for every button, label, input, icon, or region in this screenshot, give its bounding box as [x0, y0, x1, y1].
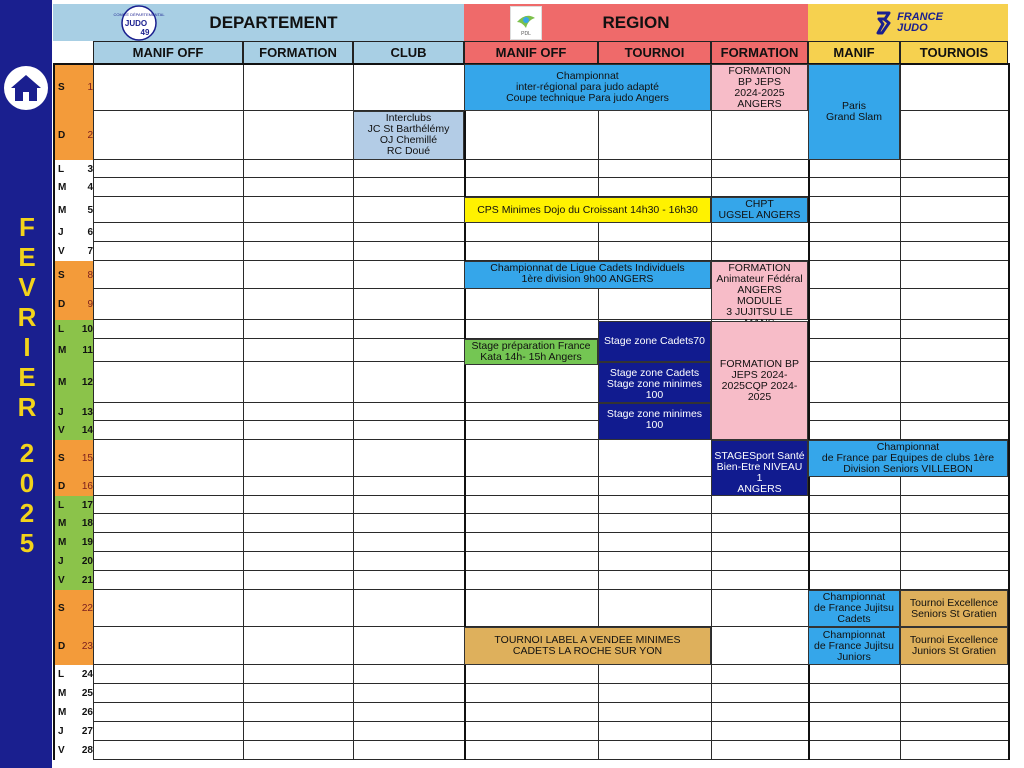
day-number: 2	[87, 130, 93, 141]
day-number: 5	[87, 204, 93, 216]
day-letter: V	[58, 246, 65, 257]
day-cell	[53, 223, 93, 242]
event-stage-preparation-kata[interactable]: Stage préparation France Kata 14h- 15h Angers	[464, 339, 598, 365]
day-letter: L	[58, 163, 65, 175]
day-letter: S	[58, 603, 65, 614]
day-number: 7	[87, 246, 93, 257]
day-number: 14	[81, 425, 93, 436]
day-letter: M	[58, 377, 67, 388]
calendar-row	[53, 178, 1008, 197]
event-formation-bpjeps-cqp[interactable]: FORMATION BP JEPS 2024- 2025CQP 2024- 2025	[711, 321, 808, 440]
calendar-row	[53, 741, 1008, 760]
event-championnat-jujitsu-cadets[interactable]: Championnat de France Jujitsu Cadets	[808, 590, 900, 627]
dept-logo	[113, 4, 165, 41]
day-number: 25	[81, 688, 93, 699]
calendar-row	[53, 496, 1008, 514]
col-region-manif-off: MANIF OFF	[464, 41, 598, 64]
day-cell	[53, 722, 93, 741]
departement-title: DEPARTEMENT	[209, 12, 338, 32]
day-letter: J	[58, 406, 64, 418]
day-number: 27	[81, 726, 93, 737]
event-tournoi-label-vendee[interactable]: TOURNOI LABEL A VENDEE MINIMES CADETS LA ROCHE SUR YON	[464, 627, 711, 665]
dept-logo-num: 49	[140, 27, 150, 37]
day-letter: L	[58, 669, 65, 680]
col-region-tournoi: TOURNOI	[598, 41, 711, 64]
calendar-row	[53, 289, 1008, 320]
col-france-manif: MANIF	[808, 41, 900, 64]
day-number: 10	[81, 324, 93, 335]
day-number: 3	[87, 163, 93, 175]
day-cell	[53, 362, 93, 403]
col-dept-manif-off: MANIF OFF	[93, 41, 243, 64]
event-chpt-ugsel[interactable]: CHPT UGSEL ANGERS	[711, 197, 808, 223]
col-region-formation: FORMATION	[711, 41, 808, 64]
calendar-row	[53, 571, 1008, 590]
day-cell	[53, 627, 93, 665]
calendar-row	[53, 722, 1008, 741]
day-cell	[53, 197, 93, 223]
day-letter: J	[58, 556, 64, 567]
day-letter: D	[58, 481, 66, 492]
day-letter: M	[58, 345, 67, 356]
calendar-row	[53, 403, 1008, 421]
day-letter: D	[58, 299, 66, 310]
day-cell	[53, 261, 93, 289]
event-formation-bpjeps[interactable]: FORMATION BP JEPS 2024-2025 ANGERS	[711, 64, 808, 111]
event-stage-zone-minimes[interactable]: Stage zone minimes 100	[598, 403, 711, 440]
day-letter: S	[58, 82, 65, 93]
day-letter: V	[58, 745, 65, 756]
day-cell	[53, 665, 93, 684]
day-number: 28	[81, 745, 93, 756]
calendar-row	[53, 552, 1008, 571]
column-divider	[93, 63, 94, 760]
day-number: 20	[81, 556, 93, 567]
day-letter: J	[58, 726, 64, 737]
france-header	[808, 4, 1008, 41]
day-number: 21	[81, 575, 93, 586]
region-logo	[510, 6, 542, 40]
day-number: 9	[87, 299, 93, 310]
day-cell	[53, 440, 93, 477]
day-number: 15	[81, 453, 93, 464]
month-label: F E V R I E R	[17, 212, 37, 422]
dept-logo-mid: JUDO	[124, 18, 148, 28]
france-judo-logo-icon	[873, 11, 893, 35]
event-stage-zone-cadets70[interactable]: Stage zone Cadets70	[598, 321, 711, 362]
day-letter: L	[58, 324, 65, 335]
event-stage-zone-cadets[interactable]: Stage zone Cadets Stage zone minimes 100	[598, 362, 711, 403]
day-number: 6	[87, 227, 93, 238]
year-label: 2 0 2 5	[19, 438, 35, 558]
day-cell	[53, 477, 93, 496]
day-letter: M	[58, 518, 67, 529]
calendar-row	[53, 160, 1008, 178]
day-cell	[53, 242, 93, 261]
day-cell	[53, 289, 93, 320]
calendar-row	[53, 514, 1008, 533]
day-number: 18	[81, 518, 93, 529]
day-number: 24	[81, 669, 93, 680]
day-number: 17	[81, 499, 93, 511]
day-cell	[53, 339, 93, 362]
day-number: 4	[87, 182, 93, 193]
day-letter: D	[58, 640, 66, 652]
day-number: 12	[81, 377, 93, 388]
day-letter: M	[58, 182, 67, 193]
day-cell	[53, 111, 93, 160]
day-cell	[53, 552, 93, 571]
day-letter: L	[58, 499, 65, 511]
day-cell	[53, 590, 93, 627]
event-cps-minimes[interactable]: CPS Minimes Dojo du Croissant 14h30 - 16h30	[464, 197, 711, 223]
france-logo-line1: FRANCE	[897, 10, 943, 23]
column-divider	[1008, 63, 1010, 760]
event-stage-sport-sante[interactable]: STAGESport Santé Bien-Etre NIVEAU 1 ANGERS	[711, 440, 808, 496]
event-championnat-ligue-cadets[interactable]: Championnat de Ligue Cadets Individuels 1ère division 9h00 ANGERS	[464, 261, 711, 289]
col-france-tournois: TOURNOIS	[900, 41, 1008, 64]
day-cell	[53, 703, 93, 722]
dept-logo-top: COMITÉ DÉPARTEMENTAL	[113, 11, 165, 17]
calendar-row	[53, 477, 1008, 496]
day-number: 1	[87, 82, 93, 93]
day-cell	[53, 178, 93, 197]
column-divider	[243, 63, 244, 760]
day-letter: S	[58, 453, 65, 464]
day-letter: M	[58, 707, 67, 718]
event-championnat-equipes[interactable]: Championnat de France par Equipes de clubs 1ère Division Seniors VILLEBON	[808, 440, 1008, 477]
day-letter: V	[58, 575, 65, 586]
dept-logo-icon	[113, 5, 165, 41]
column-divider	[353, 63, 354, 760]
calendar-row	[53, 703, 1008, 722]
day-letter: V	[58, 425, 65, 436]
calendar-row	[53, 223, 1008, 242]
day-cell	[53, 403, 93, 421]
region-title: REGION	[602, 12, 670, 32]
day-letter: M	[58, 204, 67, 216]
day-number: 26	[81, 707, 93, 718]
day-letter: J	[58, 227, 64, 238]
event-championnat-para-judo[interactable]: Championnat inter-régional para judo adapté Coupe technique Para judo Angers	[464, 64, 711, 111]
day-number: 19	[81, 537, 93, 548]
day-cell	[53, 496, 93, 514]
event-tournoi-excellence-juniors[interactable]: Tournoi Excellence Juniors St Gratien	[900, 627, 1008, 665]
event-formation-animateur[interactable]: FORMATION Animateur Fédéral ANGERS MODULE 3 JUJITSU LE	[711, 261, 808, 320]
day-cell	[53, 320, 93, 339]
day-cell	[53, 160, 93, 178]
france-logo-line2: JUDO	[897, 21, 928, 34]
day-number: 11	[82, 345, 93, 356]
calendar-row	[53, 362, 1008, 403]
calendar-row	[53, 684, 1008, 703]
event-championnat-jujitsu-juniors[interactable]: Championnat de France Jujitsu Juniors	[808, 627, 900, 665]
day-cell	[53, 64, 93, 111]
calendar-row	[53, 320, 1008, 339]
day-cell	[53, 571, 93, 590]
day-cell	[53, 741, 93, 760]
day-cell	[53, 533, 93, 552]
event-tournoi-excellence-seniors[interactable]: Tournoi Excellence Seniors St Gratien	[900, 590, 1008, 627]
col-dept-formation: FORMATION	[243, 41, 353, 64]
event-interclubs[interactable]: Interclubs JC St Barthélémy OJ Chemillé RC Doué	[353, 111, 464, 160]
event-paris-grand-slam[interactable]: Paris Grand Slam	[808, 64, 900, 160]
home-icon	[9, 73, 43, 103]
day-number: 16	[81, 481, 93, 492]
day-letter: D	[58, 130, 66, 141]
day-number: 23	[81, 640, 93, 652]
day-number: 13	[81, 406, 93, 418]
column-divider	[53, 63, 55, 760]
calendar-row	[53, 665, 1008, 684]
day-cell	[53, 421, 93, 440]
col-dept-club: CLUB	[353, 41, 464, 64]
calendar-row	[53, 533, 1008, 552]
region-logo-text: PDL	[521, 31, 531, 37]
region-logo-icon	[512, 8, 540, 38]
day-cell	[53, 514, 93, 533]
calendar-row	[53, 242, 1008, 261]
day-number: 8	[87, 269, 93, 281]
home-button[interactable]	[4, 66, 48, 110]
day-cell	[53, 684, 93, 703]
departement-header	[53, 4, 464, 41]
day-letter: M	[58, 537, 67, 548]
day-letter: S	[58, 269, 65, 281]
day-letter: M	[58, 688, 67, 699]
day-number: 22	[81, 603, 93, 614]
calendar-row	[53, 421, 1008, 440]
